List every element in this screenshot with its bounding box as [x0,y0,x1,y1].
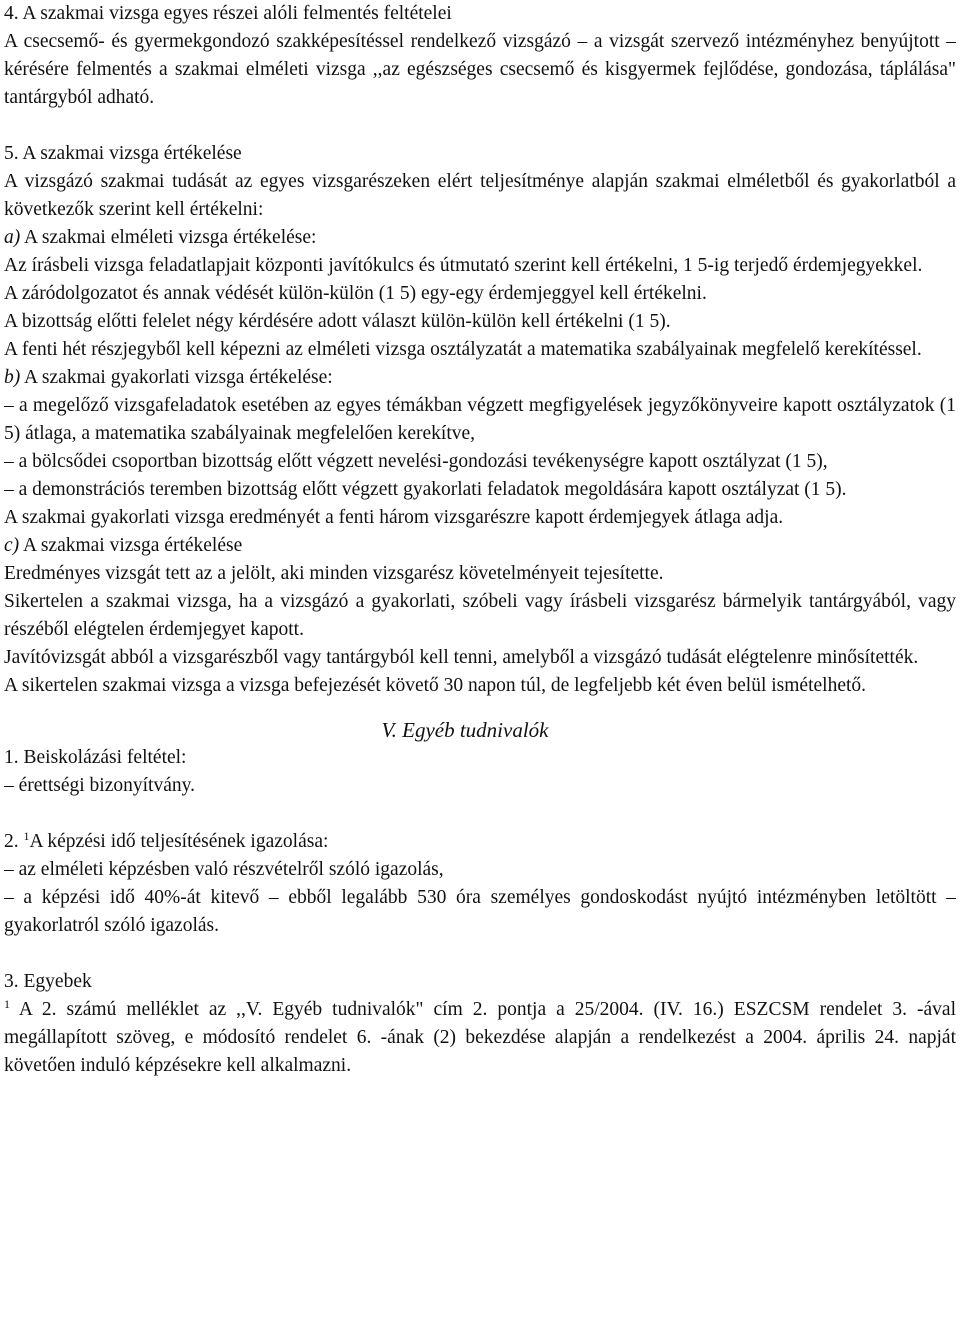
subsection-c-heading: c) A szakmai vizsga értékelése [4,535,243,556]
spacer [4,800,956,828]
paragraph: Sikertelen a szakmai vizsga, ha a vizsgázó a gyakorlati, szóbeli vagy írásbeli vizsgarész bármelyik tantárgyából, vagy részéből elégtelen érdemjegyet kapott. [4,591,956,640]
subsection-b-heading: b) A szakmai gyakorlati vizsga értékelése: [4,367,333,388]
chapter-title: V. Egyéb tudnivalók [381,718,549,742]
footnote-number: 1 [4,997,10,1011]
item-1-heading: 1. Beiskolázási feltétel: [4,747,187,768]
footnote: $^1$ A 2. számú melléklet az ,,V. Egyéb tudnivalók" cím 2. pontja a 25/2004. (IV. 16.) ESZCSM rendelet 3. -ával megállapított szöveg, e módosító rendelet 6. -ának (2) bekezdése alapján a rendelkezést a 2004. április 24. napját követően induló képzésekre kell alkalmazni. [4,997,956,1076]
paragraph: A szakmai gyakorlati vizsga eredményét a fenti három vizsgarészre kapott érdemjegyek átlaga adja. [4,507,784,528]
item-2-heading: 2. $^1$A képzési idő teljesítésének igazolása: [4,829,329,852]
paragraph: A bizottság előtti felelet négy kérdésére adott választ külön-külön kell értékelni (1 5). [4,311,671,332]
section-4-body: A csecsemő- és gyermekgondozó szakképesítéssel rendelkező vizsgázó – a vizsgát szervező intézményhez benyújtott – kérésére felmentés a szakmai elméleti vizsga ,,az egészséges csecsemő és kisgyermek fejlődése, gondozása, táplálása" tantárgyból adható. [4,31,956,108]
paragraph: Javítóvizsgát abból a vizsgarészből vagy tantárgyból kell tenni, amelyből a vizsgázó tudását elégtelenre minősítették. [4,647,919,668]
list-item: – a bölcsődei csoportban bizottság előtt végzett nevelési-gondozási tevékenységre kapott osztályzat (1 5), [4,451,828,472]
paragraph: A záródolgozatot és annak védését külön-külön (1 5) egy-egy érdemjeggyel kell értékelni. [4,283,707,304]
subsection-a-heading: a) A szakmai elméleti vizsga értékelése: [4,227,317,248]
list-item: – az elméleti képzésben való részvételről szóló igazolás, [4,859,444,880]
section-4-heading: 4. A szakmai vizsga egyes részei alóli felmentés feltételei [4,3,452,24]
subsection-c-label: c) [4,535,20,556]
spacer [4,112,956,140]
list-item: – a megelőző vizsgafeladatok esetében az egyes témákban végzett megfigyelések jegyzőkönyveire kapott osztályzatok (1 5) átlaga, a matematika szabályainak megfelelően kerekítve, [4,395,956,444]
section-5-heading: 5. A szakmai vizsga értékelése [4,143,242,164]
paragraph: A sikertelen szakmai vizsga a vizsga befejezését követő 30 napon túl, de legfeljebb két éven belül ismételhető. [4,675,867,696]
item-1-body: – érettségi bizonyítvány. [4,775,195,796]
chapter-title-wrap [4,700,956,744]
paragraph: A fenti hét részjegyből kell képezni az elméleti vizsga osztályzatát a matematika szabályainak megfelelő kerekítéssel. [4,339,922,360]
subsection-b-label: b) [4,367,21,388]
list-item: – a képzési idő 40%-át kitevő – ebből legalább 530 óra személyes gondoskodást nyújtó intézményben letöltött – gyakorlatról szóló igazolás. [4,887,956,936]
spacer [4,940,956,968]
paragraph: Eredményes vizsgát tett az a jelölt, aki minden vizsgarész követelményeit tejesítette. [4,563,664,584]
footnote-marker: 1 [23,829,30,843]
list-item: – a demonstrációs teremben bizottság előtt végzett gyakorlati feladatok megoldására kapott osztályzat (1 5). [4,479,847,500]
paragraph: Az írásbeli vizsga feladatlapjait központi javítókulcs és útmutató szerint kell értékelni, 1 5-ig terjedő érdemjegyekkel. [4,255,923,276]
section-5-intro: A vizsgázó szakmai tudását az egyes vizsgarészeken elért teljesítménye alapján szakmai elméletből és gyakorlatból a következők szerint kell értékelni: [4,171,956,220]
subsection-a-label: a) [4,227,21,248]
item-3-heading: 3. Egyebek [4,971,92,992]
